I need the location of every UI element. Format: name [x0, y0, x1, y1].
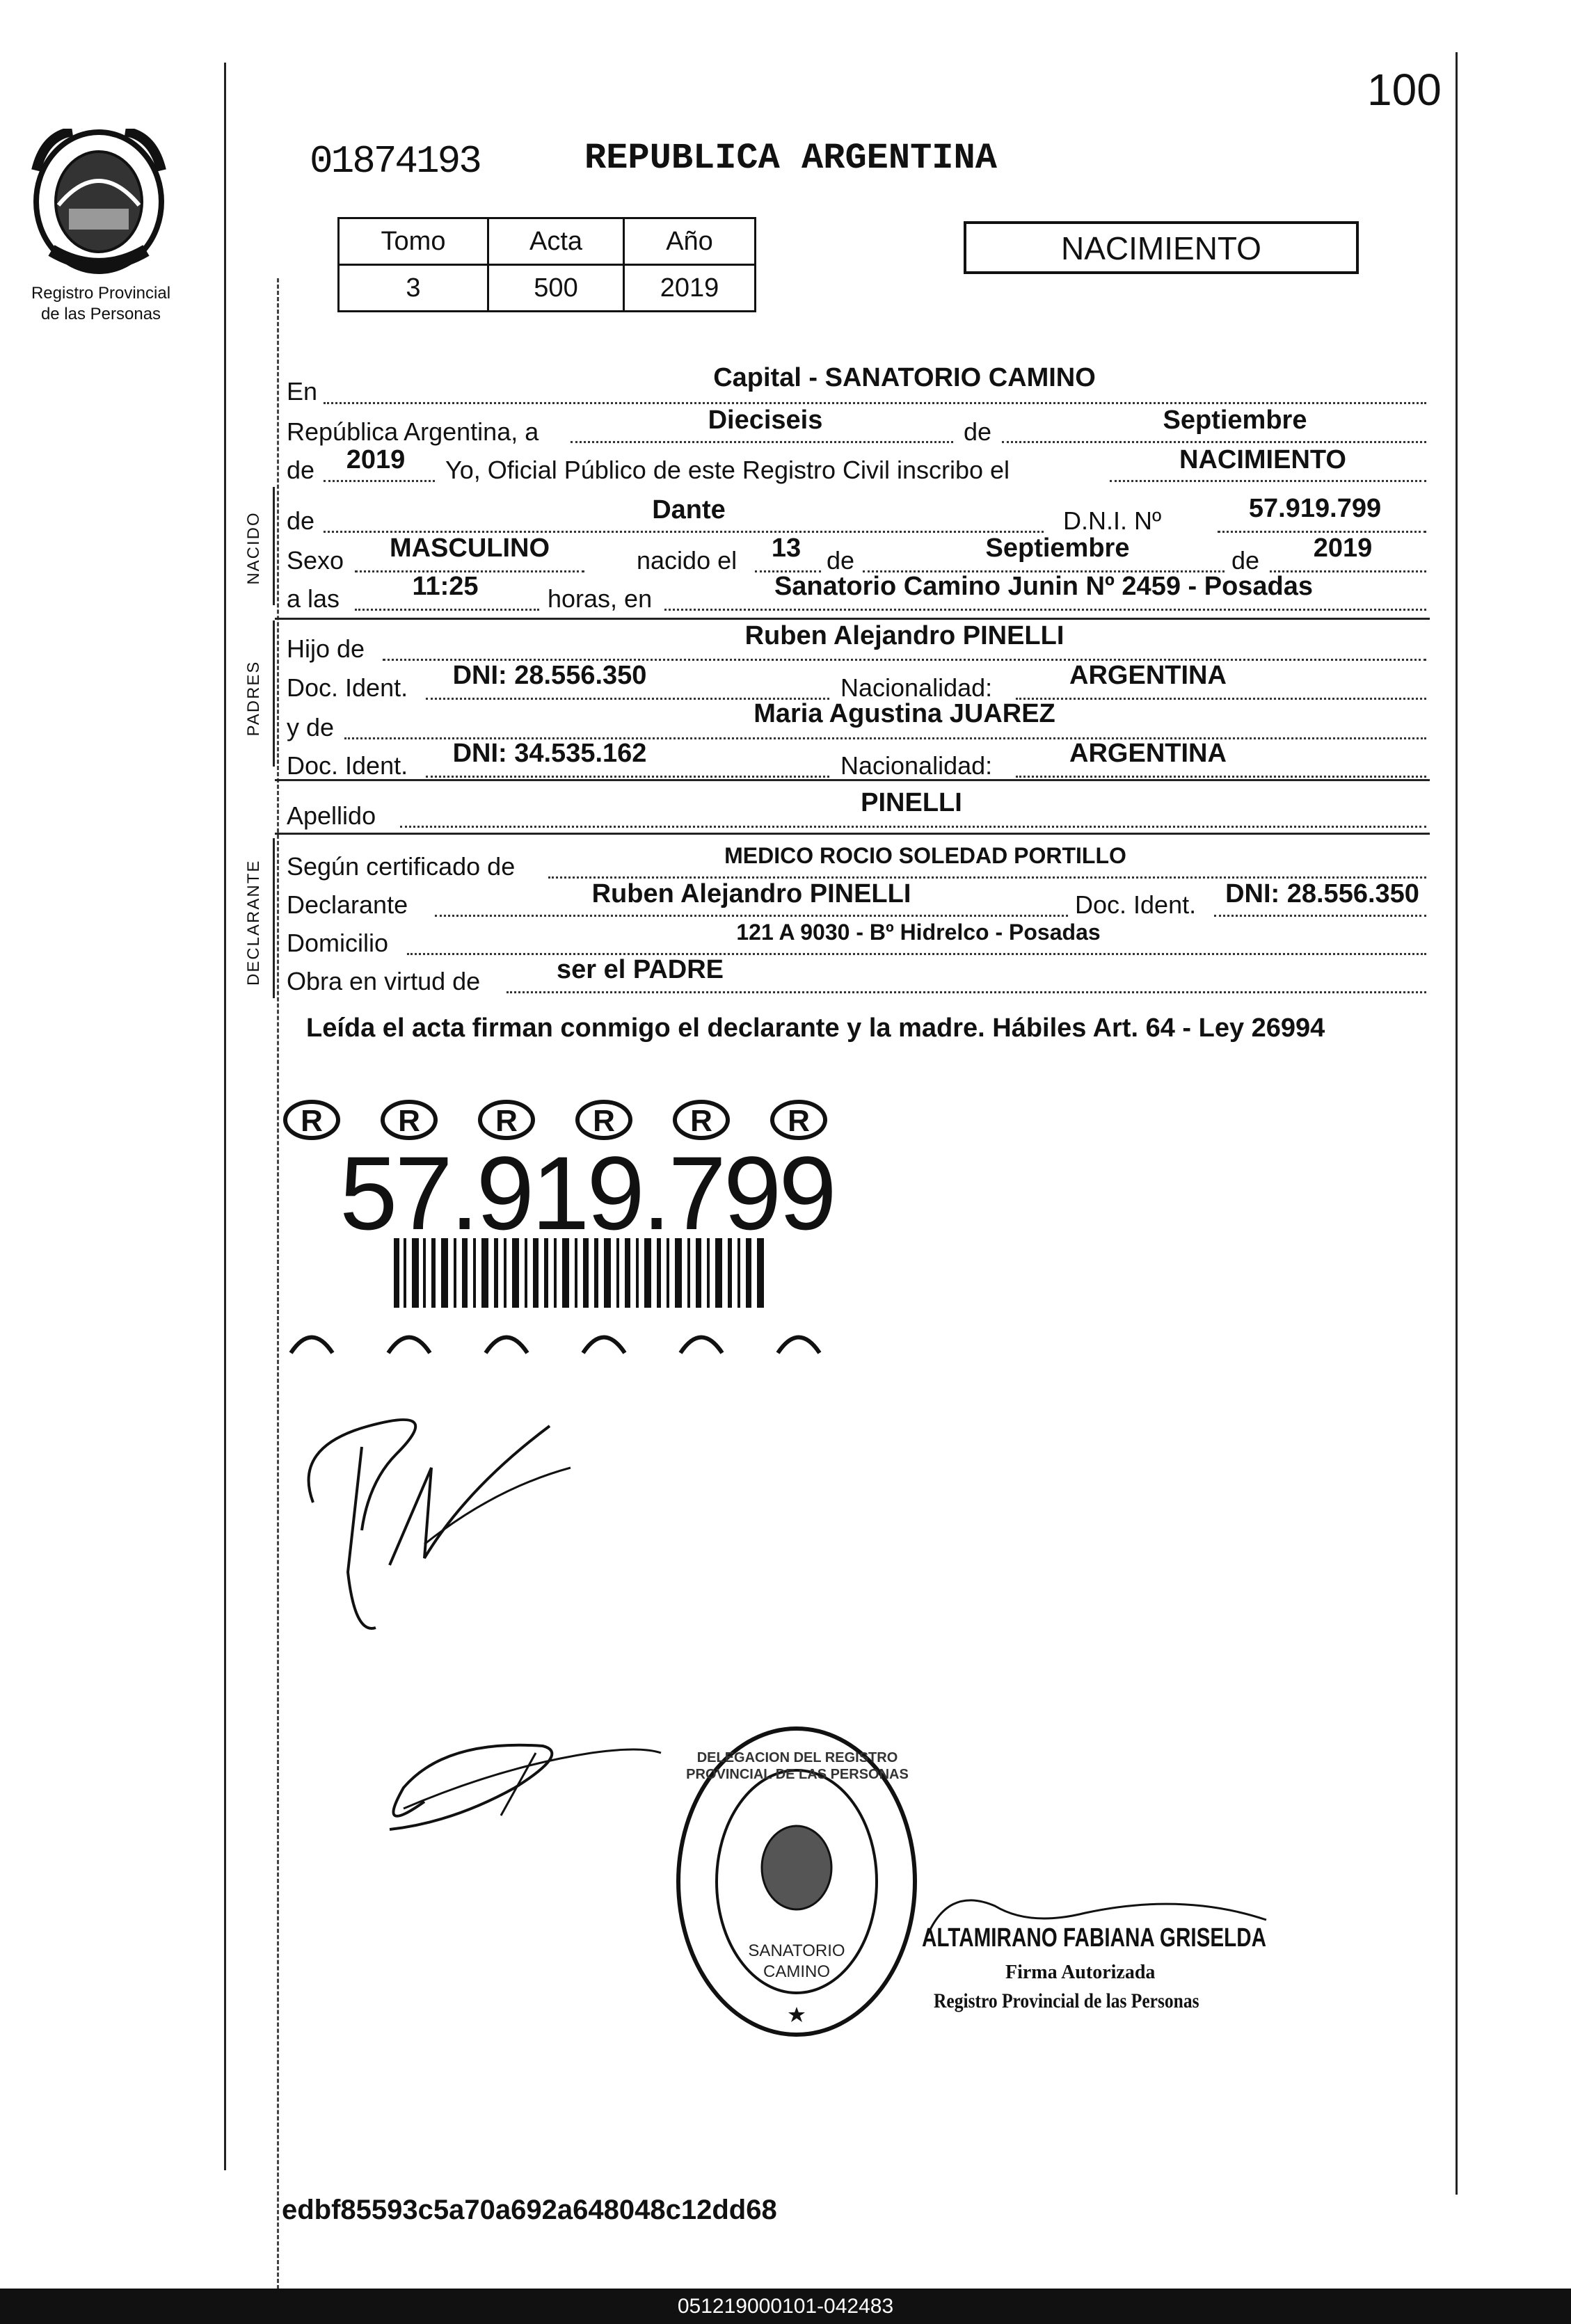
- value-nombre: Dante: [652, 495, 726, 524]
- official-role: Firma Autorizada: [1005, 1962, 1156, 1983]
- record-type: NACIMIENTO: [1061, 230, 1261, 266]
- label-de-mid: de: [964, 417, 992, 446]
- label-declarante: Declarante: [287, 890, 408, 919]
- label-domicilio: Domicilio: [287, 929, 389, 957]
- page-number: 100: [1367, 65, 1442, 115]
- row-yo-line-1: [324, 467, 435, 482]
- value-hora: 11:25: [412, 572, 479, 601]
- label-nacionalidad-2: Nacionalidad:: [840, 751, 993, 780]
- header-acta: Acta: [488, 218, 624, 265]
- label-de-name: de: [287, 506, 315, 535]
- value-tipo: NACIMIENTO: [1179, 445, 1346, 474]
- value-apellido: PINELLI: [861, 788, 962, 817]
- svg-text:R: R: [690, 1104, 712, 1138]
- value-tomo: 3: [339, 265, 488, 312]
- value-dia-nac: 13: [771, 534, 802, 563]
- signature-icon: [362, 1711, 668, 1850]
- value-lugar: Capital - SANATORIO CAMINO: [713, 363, 1096, 392]
- value-madre-nac: ARGENTINA: [1069, 739, 1227, 768]
- svg-text:R: R: [495, 1104, 518, 1138]
- label-y-de: y de: [287, 713, 335, 742]
- label-nacionalidad-1: Nacionalidad:: [840, 673, 993, 702]
- label-doc-ident-1: Doc. Ident.: [287, 673, 408, 702]
- value-madre: Maria Agustina JUAREZ: [753, 699, 1055, 728]
- value-lugar-nac: Sanatorio Camino Junin Nº 2459 - Posadas: [774, 572, 1314, 601]
- signature-icon: [285, 1391, 577, 1642]
- nacido-section-bar: [273, 487, 275, 605]
- province-logo: [31, 129, 167, 275]
- label-yo: Yo, Oficial Público de este Registro Civil inscribo el: [445, 456, 1010, 484]
- label-sexo: Sexo: [287, 546, 344, 575]
- value-madre-doc: DNI: 34.535.162: [452, 739, 647, 768]
- label-dni: D.N.I. Nº: [1063, 506, 1162, 535]
- label-de-start: de: [287, 456, 315, 484]
- province-seal-icon: [31, 129, 167, 275]
- label-de-month: de: [827, 546, 855, 575]
- value-padre-doc: DNI: 28.556.350: [452, 661, 647, 690]
- section-label-padres: PADRES: [244, 660, 263, 737]
- record-type-box: [964, 221, 1359, 274]
- serial-number: 01874193: [310, 139, 480, 184]
- stamp-outer-text: DELEGACION DEL REGISTRO PROVINCIAL DE LAS PERSONAS: [686, 1750, 909, 1782]
- nacido-divider: [275, 618, 1430, 620]
- svg-text:R: R: [593, 1104, 615, 1138]
- value-domicilio: 121 A 9030 - Bº Hidrelco - Posadas: [736, 920, 1101, 945]
- header-tomo: Tomo: [339, 218, 488, 265]
- mother-signature: [362, 1711, 668, 1850]
- value-anio-nac: 2019: [1313, 534, 1373, 563]
- svg-text:R: R: [788, 1104, 810, 1138]
- right-margin-line: [1456, 52, 1458, 2195]
- label-hijo-de: Hijo de: [287, 634, 365, 663]
- value-mes: Septiembre: [1163, 406, 1307, 435]
- barcode-number: 57.919.799: [340, 1135, 834, 1251]
- label-doc-ident-2: Doc. Ident.: [287, 751, 408, 780]
- svg-text:R: R: [398, 1104, 420, 1138]
- value-acta: 500: [488, 265, 624, 312]
- logo-caption-2: de las Personas: [40, 305, 161, 323]
- value-padre-nac: ARGENTINA: [1069, 661, 1227, 690]
- padres-section-bar: [273, 620, 275, 767]
- declarante-section-bar: [273, 838, 275, 998]
- section-label-declarante: DECLARANTE: [244, 859, 263, 986]
- label-en: En: [287, 377, 318, 406]
- value-dni: 57.919.799: [1248, 494, 1382, 523]
- closing-text: Leída el acta firman conmigo el declarante y la madre. Hábiles Art. 64 - Ley 26994: [306, 1013, 1325, 1043]
- logo-caption-1: Registro Provincial: [31, 284, 171, 303]
- value-padre: Ruben Alejandro PINELLI: [744, 621, 1064, 650]
- label-a-las: a las: [287, 584, 340, 613]
- official-office: Registro Provincial de las Personas: [934, 1989, 1199, 2012]
- value-declarante: Ruben Alejandro PINELLI: [591, 879, 911, 908]
- value-mes-nac: Septiembre: [985, 534, 1130, 563]
- label-nacido-el: nacido el: [637, 546, 737, 575]
- value-declarante-doc: DNI: 28.556.350: [1225, 879, 1419, 908]
- value-certificado: MEDICO ROCIO SOLEDAD PORTILLO: [724, 843, 1126, 868]
- stamp-inner-text: SANATORIO CAMINO: [748, 1941, 845, 1981]
- footer-bar: [0, 2289, 1571, 2324]
- label-apellido: Apellido: [287, 801, 376, 830]
- header-anio: Año: [624, 218, 756, 265]
- document-hash: edbf85593c5a70a692a648048c12dd68: [282, 2195, 777, 2225]
- value-obra: ser el PADRE: [556, 955, 724, 984]
- label-de-year: de: [1231, 546, 1260, 575]
- left-margin-line: [224, 63, 226, 2170]
- declarant-signature: [285, 1391, 577, 1642]
- value-dia: Dieciseis: [708, 406, 823, 435]
- footer-code: 051219000101-042483: [677, 2295, 894, 2318]
- label-segun: Según certificado de: [287, 852, 516, 881]
- value-anio: 2019: [624, 265, 756, 312]
- official-name: ALTAMIRANO FABIANA GRISELDA: [922, 1923, 1267, 1953]
- value-anio: 2019: [346, 445, 406, 474]
- apellido-divider: [275, 833, 1430, 835]
- section-label-nacido: NACIDO: [244, 511, 263, 585]
- label-doc-ident-3: Doc. Ident.: [1075, 890, 1197, 919]
- value-sexo: MASCULINO: [389, 534, 550, 563]
- label-republica: República Argentina, a: [287, 417, 539, 446]
- record-table: [337, 217, 756, 312]
- document-title: REPUBLICA ARGENTINA: [584, 138, 997, 179]
- svg-text:R: R: [301, 1104, 323, 1138]
- label-horas-en: horas, en: [548, 584, 653, 613]
- padres-divider: [275, 779, 1430, 781]
- label-obra: Obra en virtud de: [287, 967, 481, 995]
